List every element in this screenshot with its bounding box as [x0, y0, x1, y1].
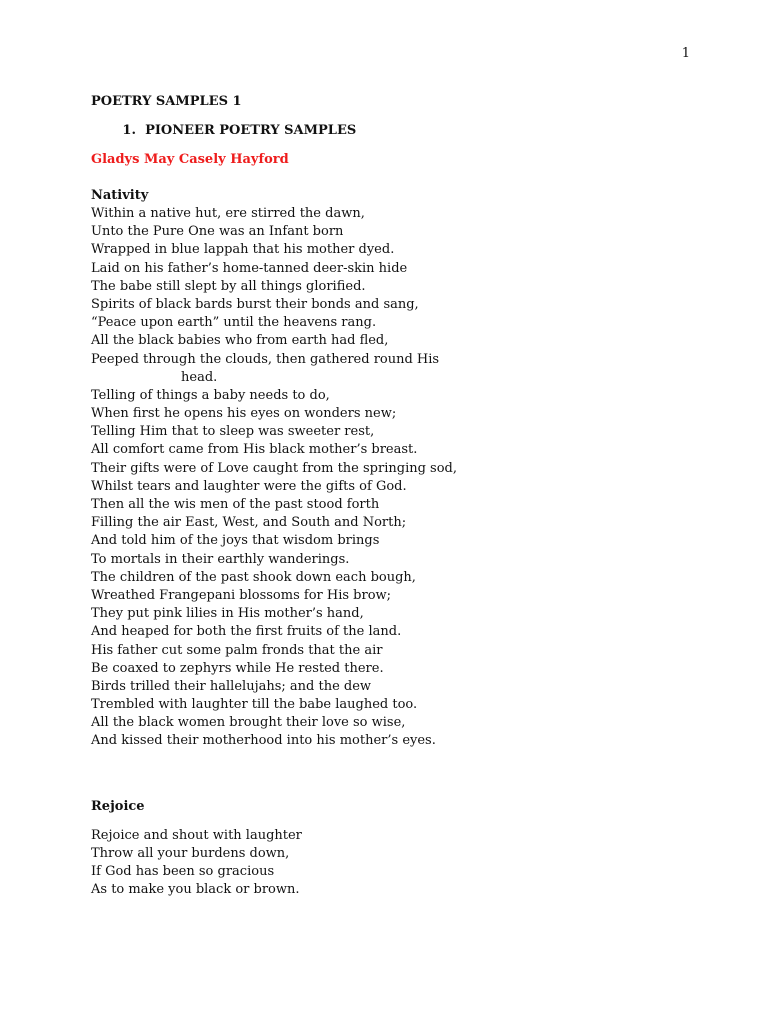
poem-line: Telling of things a baby needs to do, [91, 387, 330, 403]
poem-line: Filling the air East, West, and South and North; [91, 515, 407, 531]
poem-line: Birds trilled their hallelujahs; and the dew [91, 678, 372, 694]
section-label [136, 122, 356, 140]
poem-line: The babe still slept by all things glorified. [91, 278, 366, 294]
poem-line: To mortals in their earthly wanderings. [91, 551, 350, 567]
section-heading [91, 122, 691, 140]
poem-line: They put pink lilies in His mother’s hand, [91, 606, 364, 622]
poem-rejoice [91, 827, 691, 900]
poem-line: The children of the past shook down each bough, [91, 569, 416, 585]
poem-line: As to make you black or brown. [91, 882, 300, 898]
poem-line: Within a native hut, ere stirred the dawn, [91, 206, 365, 221]
poem-line: His father cut some palm fronds that the air [91, 642, 383, 658]
poem-line: Whilst tears and laughter were the gifts of God. [91, 478, 407, 494]
poem-line: Their gifts were of Love caught from the springing sod, [91, 460, 458, 476]
poem-line: “Peace upon earth” until the heavens rang. [91, 315, 377, 331]
poem-line: Telling Him that to sleep was sweeter rest, [91, 424, 375, 440]
poem-line: All the black babies who from earth had fled, [91, 333, 389, 349]
author-name: Gladys May Casely Hayford [91, 152, 289, 167]
poem-line: Wreathed Frangepani blossoms for His brow; [91, 587, 392, 603]
poem-line: Wrapped in blue lappah that his mother dyed. [91, 242, 395, 258]
poem-line: And told him of the joys that wisdom brings [91, 533, 380, 549]
poem-line: All comfort came from His black mother’s breast. [91, 442, 418, 458]
poem-title-rejoice: Rejoice [91, 798, 145, 814]
poem-line: Be coaxed to zephyrs while He rested there. [91, 660, 384, 676]
poem-line: And kissed their motherhood into his mother’s eyes. [91, 733, 436, 749]
section-number: 1. [122, 123, 136, 138]
poem-nativity [91, 205, 691, 751]
poem-line: head. [181, 369, 218, 385]
poem-line: Unto the Pure One was an Infant born [91, 224, 344, 240]
document-title: POETRY SAMPLES 1 [91, 94, 242, 109]
poem-line: Then all the wis men of the past stood forth [91, 497, 380, 512]
section-label-text: PIONEER POETRY SAMPLES [145, 123, 357, 138]
page-number: 1 [681, 46, 690, 61]
poem-line: Peeped through the clouds, then gathered round His [91, 351, 440, 367]
poem-line: If God has been so gracious [91, 864, 275, 879]
poem-line: And heaped for both the first fruits of the land. [91, 624, 402, 640]
poem-line: Rejoice and shout with laughter [91, 827, 302, 843]
poem-line: Laid on his father’s home-tanned deer-skin hide [91, 260, 408, 276]
poem-line: When first he opens his eyes on wonders new; [91, 406, 397, 422]
page-content [91, 93, 691, 899]
poem-title-nativity: Nativity [91, 188, 149, 203]
poem-line: All the black women brought their love so wise, [91, 715, 406, 731]
poem-line: Trembled with laughter till the babe laughed too. [91, 697, 418, 713]
poem-line: Throw all your burdens down, [91, 845, 290, 861]
poem-line: Spirits of black bards burst their bonds and sang, [91, 296, 419, 312]
